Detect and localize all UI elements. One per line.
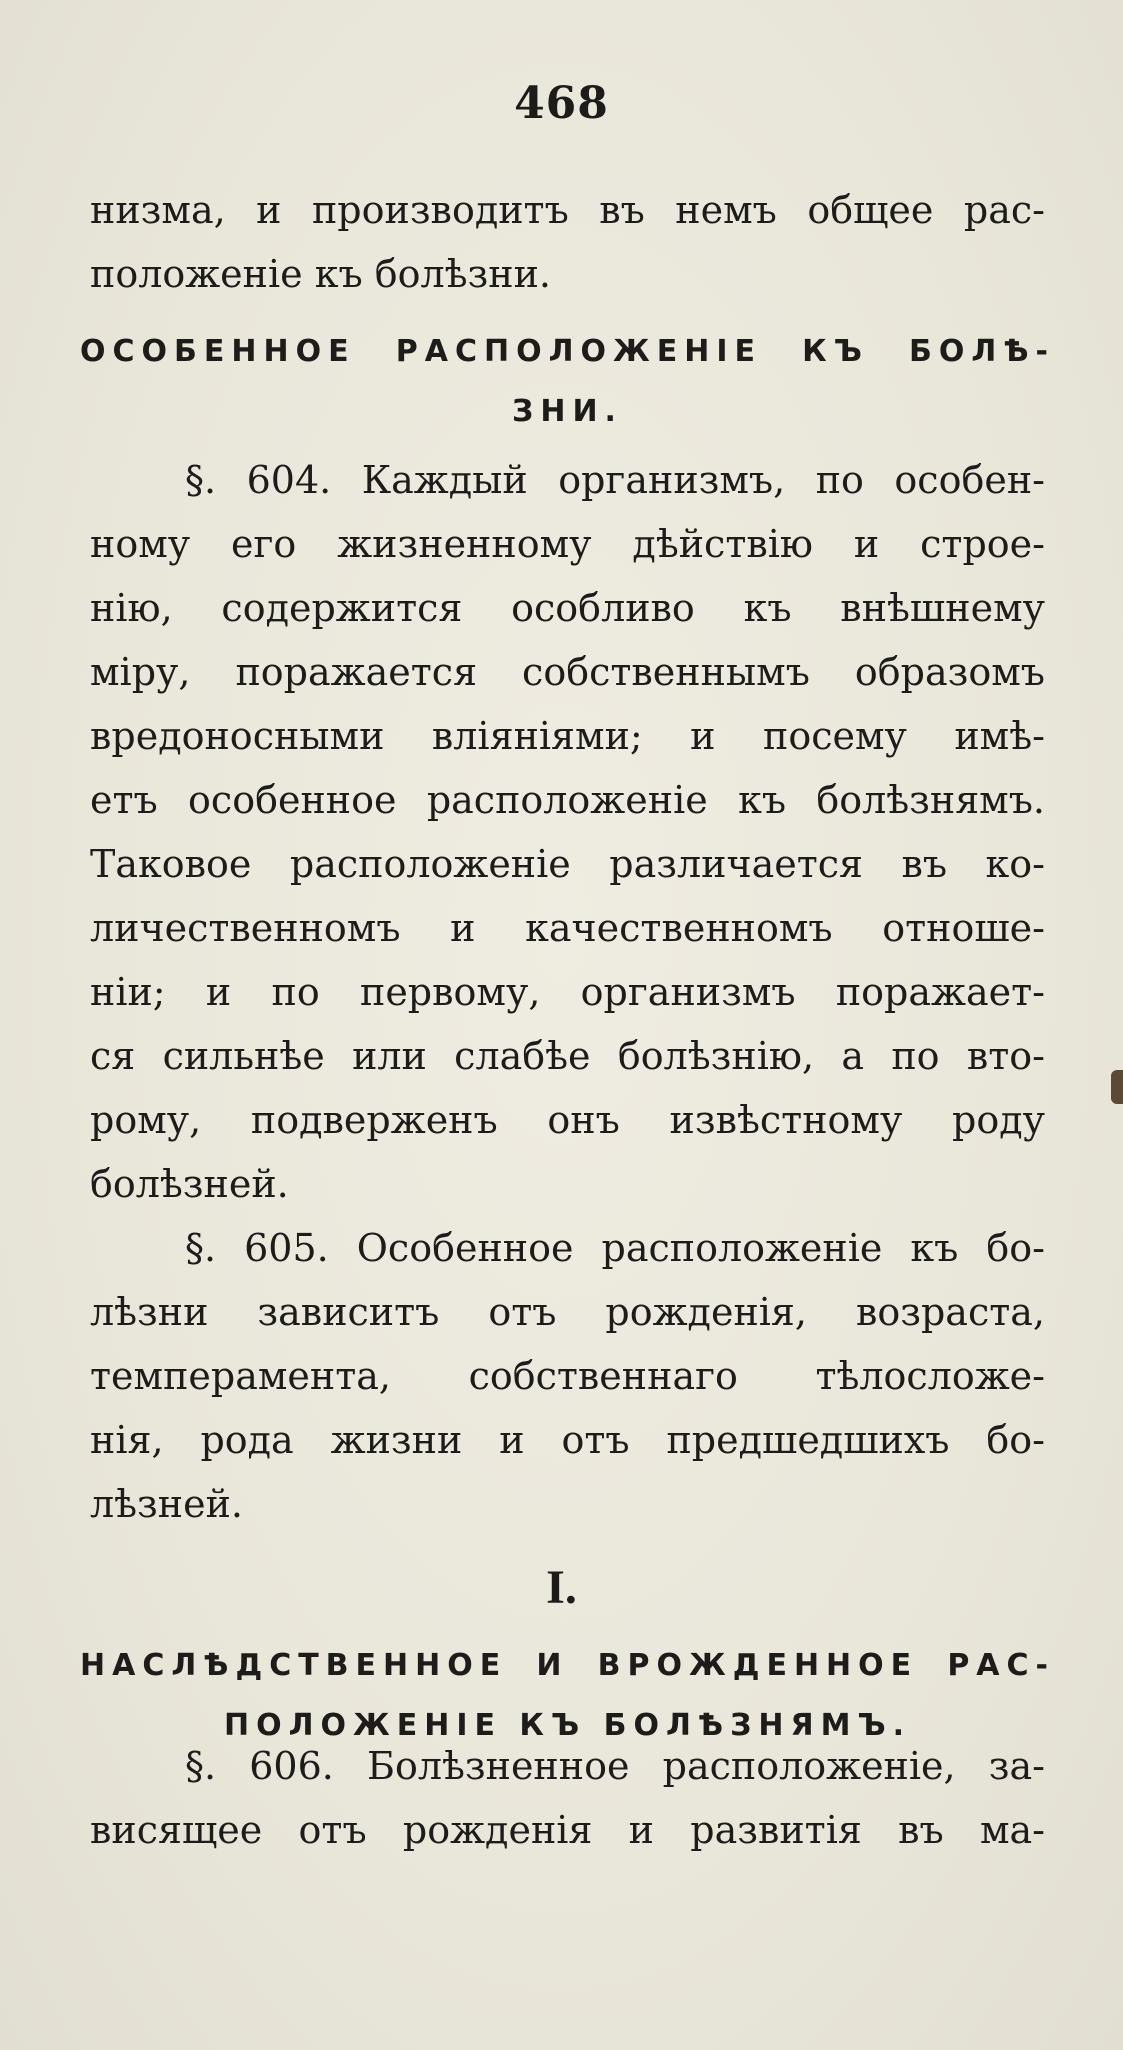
heading-line: ОСОБЕННОЕ РАСПОЛОЖЕНІЕ КЪ БОЛѢ- [80, 334, 1055, 369]
heading-line: ЗНИ. [512, 394, 623, 429]
heading-line: ПОЛОЖЕНІЕ КЪ БОЛѢЗНЯМЪ. [223, 1708, 912, 1743]
text-line: §. 605. Особенное расположеніе къ бо- [185, 1226, 1045, 1270]
page-number: 468 [514, 78, 609, 129]
text-line: личественномъ и качественномъ отноше- [90, 906, 1045, 950]
text-line: §. 606. Болѣзненное расположеніе, за- [185, 1744, 1045, 1788]
text-line: етъ особенное расположеніе къ болѣзнямъ. [90, 778, 1045, 822]
section-numeral: I. [546, 1561, 577, 1614]
text-line: вредоносными вліяніями; и посему имѣ- [90, 714, 1045, 758]
paragraph-604 [90, 448, 1045, 1216]
text-line: лѣзней. [90, 1482, 244, 1526]
text-line: ному его жизненному дѣйствію и строе- [90, 522, 1045, 566]
text-line: лѣзни зависитъ отъ рожденія, возраста, [90, 1290, 1045, 1334]
paragraph-606 [90, 1734, 1045, 1862]
text-line: §. 604. Каждый организмъ, по особен- [185, 458, 1045, 502]
text-line: Таковое расположеніе различается въ ко- [90, 842, 1045, 886]
page-edge-mark [1111, 1070, 1123, 1104]
section-heading [80, 322, 1055, 442]
text-line: темперамента, собственнаго тѣлосложе- [90, 1354, 1045, 1398]
paragraph-continuation [90, 178, 1045, 306]
text-line: висящее отъ рожденія и развитія въ ма- [90, 1808, 1045, 1852]
text-line: нія, рода жизни и отъ предшедшихъ бо- [90, 1418, 1045, 1462]
text-line: міру, поражается собственнымъ образомъ [90, 650, 1045, 694]
text-line: положеніе къ болѣзни. [90, 252, 551, 296]
heading-line: НАСЛѢДСТВЕННОЕ И ВРОЖДЕННОЕ РАС- [80, 1648, 1055, 1683]
paragraph-605 [90, 1216, 1045, 1536]
text-line: низма, и производитъ въ немъ общее рас- [90, 188, 1045, 232]
text-line: ніи; и по первому, организмъ поражает- [90, 970, 1045, 1014]
text-line: рому, подверженъ онъ извѣстному роду [90, 1098, 1045, 1142]
text-line: нію, содержится особливо къ внѣшнему [90, 586, 1045, 630]
text-line: болѣзней. [90, 1162, 289, 1206]
text-line: ся сильнѣе или слабѣе болѣзнію, а по вто- [90, 1034, 1045, 1078]
